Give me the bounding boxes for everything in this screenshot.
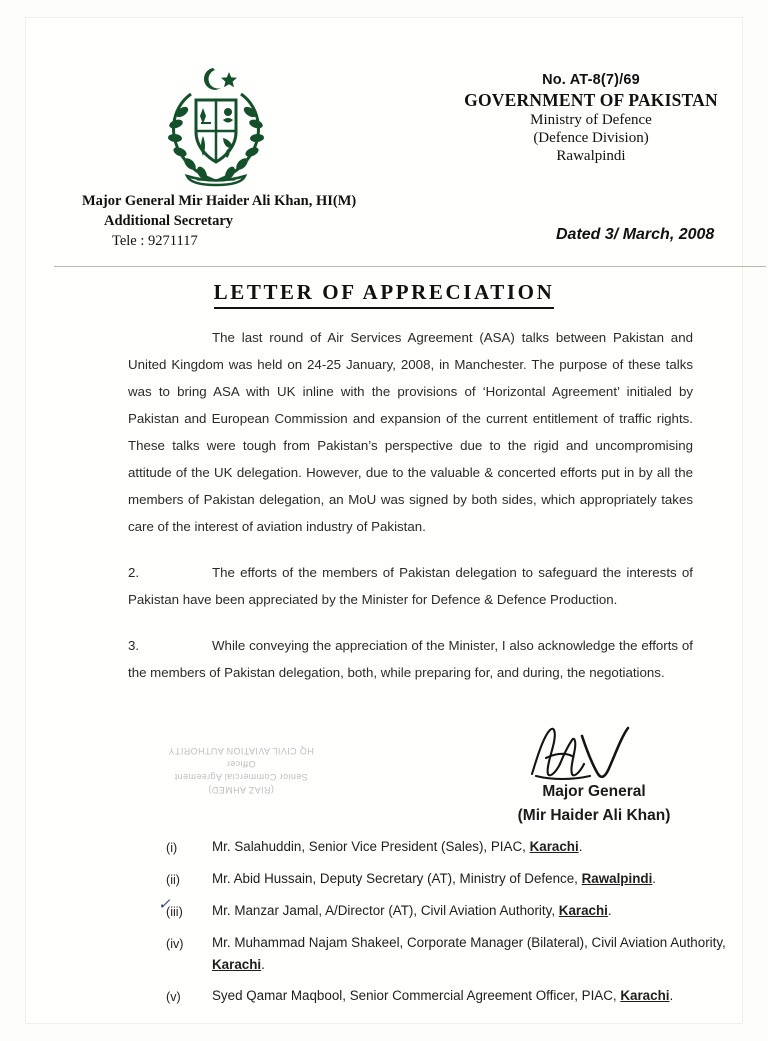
list-item-text <box>212 900 741 923</box>
list-item-place: Karachi <box>620 988 670 1003</box>
paragraph-3-text: While conveying the appreciation of the Minister, I also acknowledge the efforts of the members of Pakistan delegation, both, while preparing for, and during, the negotiations. <box>128 638 693 680</box>
ministry-name: Ministry of Defence <box>530 112 652 128</box>
list-item-number: (v) <box>166 990 181 1004</box>
list-item-prefix: Syed Qamar Maqbool, Senior Commercial Agreement Officer, PIAC, <box>212 988 621 1003</box>
list-item-suffix: . <box>578 839 583 854</box>
paragraph-2-text: The efforts of the members of Pakistan delegation to safeguard the interests of Pakistan have been appreciated by the Minister for Defence & Defence Production. <box>128 565 693 607</box>
list-item-prefix: Mr. Manzar Jamal, A/Director (AT), Civil Aviation Authority, <box>212 903 559 918</box>
list-item <box>166 836 741 859</box>
list-item-number: (iv) <box>166 937 184 951</box>
signatory-block <box>446 780 742 828</box>
stamp-line-3: HQ CIVIL AVIATION AUTHORITY <box>168 746 314 756</box>
page-title <box>26 280 742 305</box>
city-name: Rawalpindi <box>556 148 626 164</box>
list-item-prefix: Mr. Salahuddin, Senior Vice President (Sales), PIAC, <box>212 839 530 854</box>
letter-paper <box>26 18 742 1023</box>
letterhead <box>446 72 736 165</box>
pakistan-state-emblem-icon <box>151 60 281 190</box>
list-item-suffix: . <box>261 957 265 972</box>
paragraph-1-text: The last round of Air Services Agreement (ASA) talks between Pakistan and United Kingdom was held on 24-25 January, 2008, in Manchester. The purpose of these talks was to bring ASA with UK inline with the provisions of ‘Horizontal Agreement’ initialed by Pakistan and European Commission and expansion of the current entitlement of traffic rights. These talks were tough from Pakistan’s perspective due to the rigid and uncompromising attitude of the UK delegation. However, due to the valuable & concerted efforts put in by all the members of Pakistan delegation, an MoU was signed by both sides, which appropriately takes care of the interest of aviation industry of Pakistan. <box>128 330 693 534</box>
list-item-text <box>212 985 741 1008</box>
list-item <box>166 932 741 976</box>
list-item-prefix: Mr. Abid Hussain, Deputy Secretary (AT), Ministry of Defence, <box>212 871 582 886</box>
letter-body <box>128 324 693 705</box>
paragraph-2 <box>128 559 693 613</box>
list-item <box>166 900 741 923</box>
list-item-text <box>212 868 741 891</box>
list-item <box>166 868 741 891</box>
list-item-suffix: . <box>669 988 674 1003</box>
list-item-place: Karachi <box>558 903 608 918</box>
list-item <box>166 985 741 1008</box>
list-item-text <box>212 836 741 859</box>
letter-date: Dated 3/ March, 2008 <box>556 226 715 243</box>
list-item-number: (i) <box>166 841 178 855</box>
list-item-suffix: . <box>607 903 612 918</box>
reference-number: No. AT-8(7)/69 <box>542 72 640 88</box>
list-item-number: (iii) <box>166 905 183 919</box>
paragraph-1 <box>128 324 693 540</box>
division-name: (Defence Division) <box>533 130 649 146</box>
header-divider <box>54 266 766 267</box>
sender-designation: Additional Secretary <box>104 213 234 229</box>
government-title: GOVERNMENT OF PAKISTAN <box>464 90 718 110</box>
received-stamp <box>166 744 316 796</box>
signatory-name: (Mir Haider Ali Khan) <box>517 807 671 824</box>
stamp-line-1: (RIAZ AHMED) <box>208 785 274 795</box>
distribution-list <box>166 836 741 1017</box>
list-item-place: Karachi <box>212 957 262 972</box>
list-item-place: Rawalpindi <box>581 871 653 886</box>
list-item-place: Karachi <box>529 839 579 854</box>
list-item-suffix: . <box>652 871 657 886</box>
list-item-text <box>212 932 741 976</box>
sender-telephone: Tele : 9271117 <box>112 233 198 249</box>
page-title-text: LETTER OF APPRECIATION <box>214 280 555 309</box>
sender-name: Major General Mir Haider Ali Khan, HI(M) <box>82 193 357 209</box>
sender-block <box>82 193 356 250</box>
list-item-prefix: Mr. Muhammad Najam Shakeel, Corporate Manager (Bilateral), Civil Aviation Authority, <box>212 935 726 950</box>
handwritten-check-mark: ✓ <box>158 897 171 913</box>
stamp-line-2: Senior Commercial Agreement Officer <box>174 759 308 782</box>
signatory-rank: Major General <box>542 783 646 800</box>
list-item-number: (ii) <box>166 873 180 887</box>
paragraph-2-number: 2. <box>128 565 140 580</box>
paragraph-3-number: 3. <box>128 638 140 653</box>
paragraph-3 <box>128 632 693 686</box>
handwritten-signature-icon <box>524 724 644 786</box>
